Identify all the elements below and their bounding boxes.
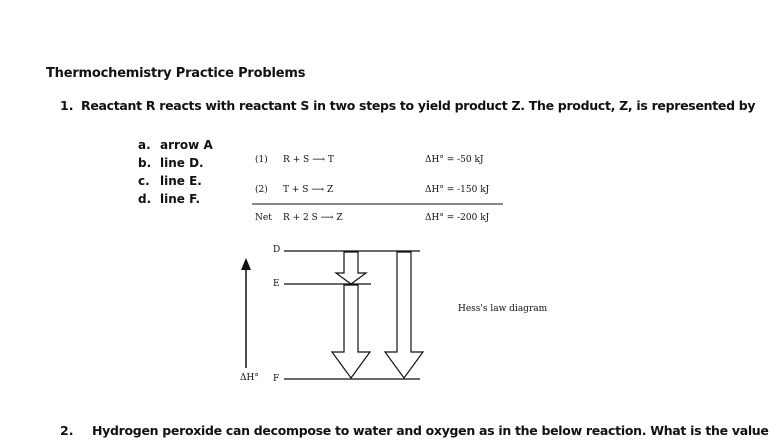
- reaction-2-label: (2): [255, 185, 268, 195]
- reaction-1-equation: R + S ⟶ T: [283, 155, 334, 165]
- level-label-e: E: [273, 279, 280, 289]
- level-label-d: D: [273, 245, 281, 255]
- arrow-b: [336, 252, 366, 284]
- reaction-2-equation: T + S ⟶ Z: [283, 185, 334, 195]
- reaction-1-enthalpy: ΔH° = -50 kJ: [425, 155, 484, 165]
- reaction-net-enthalpy: ΔH° = -200 kJ: [425, 213, 490, 223]
- reaction-2-enthalpy: ΔH° = -150 kJ: [425, 185, 490, 195]
- diagram-caption: Hess's law diagram: [458, 304, 548, 314]
- arrow-c: [332, 285, 370, 378]
- question-1-text: Reactant R reacts with reactant S in two steps to yield product Z. The product, Z, is represented by: [81, 98, 756, 113]
- option-letter: a.: [138, 138, 151, 152]
- page-title: Thermochemistry Practice Problems: [46, 66, 306, 81]
- question-1-number: 1.: [60, 98, 74, 113]
- arrow-a: [385, 252, 423, 378]
- reaction-1-label: (1): [255, 155, 268, 165]
- option-text: line F.: [160, 192, 201, 206]
- option-letter: c.: [138, 174, 150, 188]
- level-label-f: F: [273, 374, 280, 384]
- question-2-number: 2.: [60, 423, 74, 438]
- reaction-net-label: Net: [255, 213, 272, 223]
- reaction-net-equation: R + 2 S ⟶ Z: [283, 213, 343, 223]
- option-text: line E.: [160, 174, 202, 188]
- enthalpy-axis-arrowhead: [241, 258, 251, 270]
- option-text: line D.: [160, 156, 204, 170]
- option-text: arrow A: [160, 138, 213, 152]
- question-2-text: Hydrogen peroxide can decompose to water and oxygen as in the below reaction. What is the value: [92, 423, 769, 438]
- option-letter: d.: [138, 192, 152, 206]
- axis-label-delta-h: ΔH°: [240, 373, 259, 383]
- option-letter: b.: [138, 156, 152, 170]
